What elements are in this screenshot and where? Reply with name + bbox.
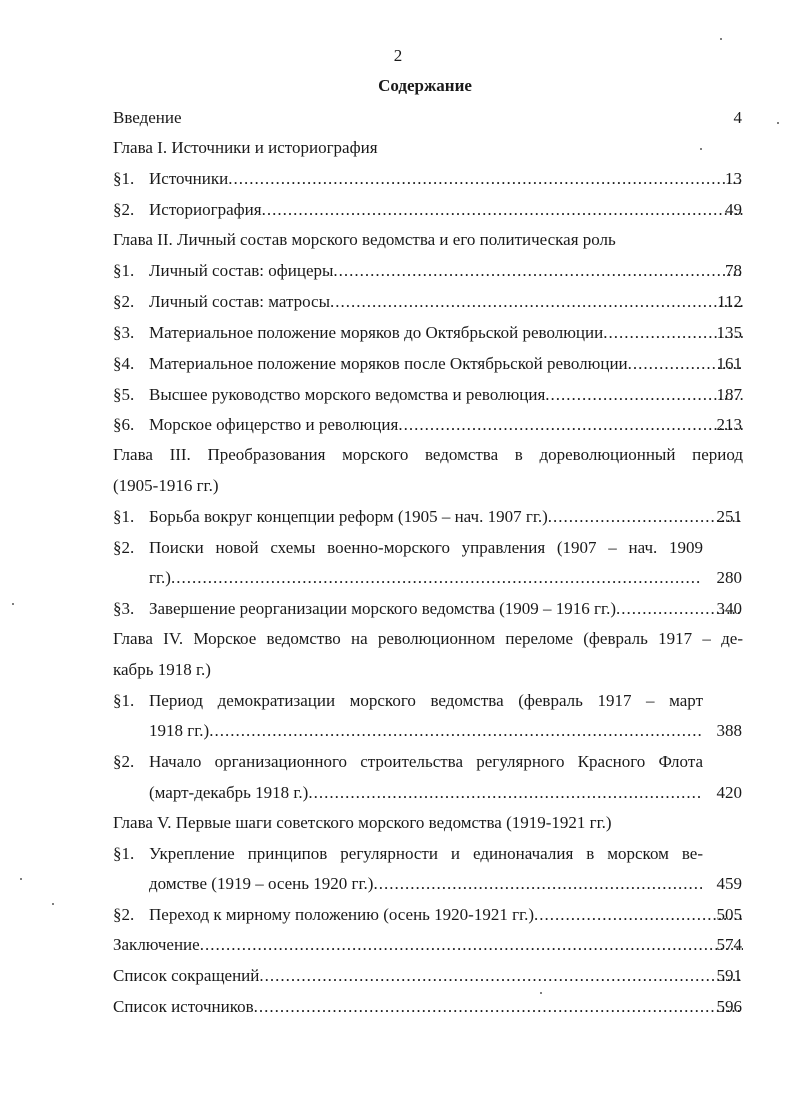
section-title: Историография: [149, 200, 262, 219]
leader-dots: [308, 783, 702, 803]
leader-dots: [259, 966, 743, 986]
toc-chapter-label: Глава IV. Морское ведомство на революционном переломе (февраль 1917 – де-: [113, 629, 743, 648]
toc-page-number: 13: [725, 169, 742, 188]
section-title: (март-декабрь 1918 г.): [149, 783, 309, 802]
section-number: §3.: [113, 323, 135, 342]
toc-chapter-4[interactable]: [113, 629, 743, 651]
toc-page-number: 591: [716, 966, 742, 985]
section-title: Период демократизации морского ведомства (февраль 1917 – март: [149, 691, 703, 710]
section-title: Личный состав: матросы: [149, 292, 331, 311]
leader-dots: [200, 935, 743, 955]
toc-chapter-label: Глава III. Преобразования морского ведомства в дореволюционный период: [113, 445, 743, 464]
section-number: §1.: [113, 844, 135, 863]
toc-entry-label: Заключение: [113, 935, 200, 954]
toc-chapter-label: кабрь 1918 г.): [113, 660, 211, 679]
section-title: Личный состав: офицеры: [149, 261, 334, 280]
toc-entry-conclusion[interactable]: [113, 935, 743, 957]
section-number: §1.: [113, 169, 135, 188]
section-number: §1.: [113, 691, 135, 710]
section-title: домстве (1919 – осень 1920 гг.): [149, 874, 374, 893]
toc-section[interactable]: [113, 599, 743, 621]
toc-page-number: 280: [716, 568, 742, 587]
toc-section[interactable]: [113, 905, 743, 927]
section-title: Высшее руководство морского ведомства и революция: [149, 385, 546, 404]
section-number: §6.: [113, 415, 135, 434]
toc-entry-sources[interactable]: [113, 997, 743, 1019]
toc-entry-abbreviations[interactable]: [113, 966, 743, 988]
toc-chapter-label: Глава I. Источники и историография: [113, 138, 378, 157]
toc-page-number: 49: [725, 200, 742, 219]
toc-section-cont[interactable]: [149, 721, 702, 743]
section-number: §2.: [113, 292, 135, 311]
section-title: Укрепление принципов регулярности и единоначалия в морском ве-: [149, 844, 703, 863]
toc-section[interactable]: [113, 844, 703, 866]
toc-section[interactable]: [113, 200, 743, 222]
section-title: Начало организационного строительства регулярного Красного Флота: [149, 752, 703, 771]
toc-page-number: 505: [716, 905, 742, 924]
toc-section[interactable]: [113, 538, 703, 560]
section-title: Морское офицерство и революция: [149, 415, 399, 434]
section-title: Переход к мирному положению (осень 1920-1921 гг.): [149, 905, 535, 924]
toc-chapter-1[interactable]: [113, 138, 378, 160]
section-title: Источники: [149, 169, 229, 188]
scan-speck: [12, 603, 14, 605]
section-number: §1.: [113, 261, 135, 280]
toc-page-number: 340: [716, 599, 742, 618]
toc-section[interactable]: [113, 261, 743, 283]
toc-page-number: 459: [716, 874, 742, 893]
section-title: Материальное положение моряков после Октябрьской революции: [149, 354, 628, 373]
toc-section[interactable]: [113, 169, 743, 191]
section-title: Поиски новой схемы военно-морского управления (1907 – нач. 1909: [149, 538, 703, 557]
toc-page-number: 251: [716, 507, 742, 526]
toc-page-number: 388: [716, 721, 742, 740]
toc-page-number: 135: [716, 323, 742, 342]
section-title: Материальное положение моряков до Октябрьской революции: [149, 323, 604, 342]
toc-section[interactable]: [113, 415, 743, 437]
toc-section-cont[interactable]: [149, 874, 702, 896]
toc-chapter-2[interactable]: [113, 230, 616, 252]
toc-section[interactable]: [113, 354, 743, 376]
toc-section[interactable]: [113, 385, 743, 407]
toc-chapter-label: Глава II. Личный состав морского ведомства и его политическая роль: [113, 230, 616, 249]
toc-page-number: 420: [716, 783, 742, 802]
toc-page-number: 112: [717, 292, 742, 311]
toc-chapter-5[interactable]: [113, 813, 612, 835]
leader-dots: [228, 169, 743, 189]
toc-section[interactable]: [113, 292, 743, 314]
section-number: §3.: [113, 599, 135, 618]
toc-page-number: 213: [716, 415, 742, 434]
leader-dots: [171, 568, 702, 588]
toc-entry-label: Список источников: [113, 997, 254, 1016]
toc-section[interactable]: [113, 752, 703, 774]
toc-section-cont[interactable]: [149, 783, 702, 805]
section-title: Борьба вокруг концепции реформ (1905 – нач. 1907 гг.): [149, 507, 548, 526]
scan-speck: [777, 122, 779, 124]
toc-page-number: 78: [725, 261, 742, 280]
section-title: 1918 гг.): [149, 721, 210, 740]
section-title: гг.): [149, 568, 171, 587]
scan-speck: [700, 148, 702, 150]
scan-speck: [720, 38, 722, 40]
toc-page-number: 187: [716, 385, 742, 404]
leader-dots: [262, 200, 743, 220]
toc-page-number: 161: [716, 354, 742, 373]
section-number: §2.: [113, 200, 135, 219]
section-number: §2.: [113, 905, 135, 924]
page-number: 2: [393, 46, 403, 65]
page-title: Содержание: [378, 76, 472, 95]
leader-dots: [373, 874, 702, 894]
toc-entry-label: Введение: [113, 108, 182, 127]
toc-page-number: 574: [716, 935, 742, 954]
section-number: §4.: [113, 354, 135, 373]
section-title: Завершение реорганизации морского ведомства (1909 – 1916 гг.): [149, 599, 616, 618]
toc-chapter-3-cont: [113, 476, 219, 498]
toc-page-number: 4: [733, 108, 742, 127]
toc-chapter-label: Глава V. Первые шаги советского морского ведомства (1919-1921 гг.): [113, 813, 612, 832]
toc-section[interactable]: [113, 507, 743, 529]
toc-chapter-4-cont: [113, 660, 211, 682]
scan-speck: [52, 903, 54, 905]
section-number: §5.: [113, 385, 135, 404]
toc-entry-intro[interactable]: [113, 108, 182, 130]
toc-chapter-label: (1905-1916 гг.): [113, 476, 219, 495]
toc-chapter-3[interactable]: [113, 445, 743, 467]
scan-speck: [20, 878, 22, 880]
section-number: §1.: [113, 507, 135, 526]
leader-dots: [254, 997, 743, 1017]
section-number: §2.: [113, 752, 135, 771]
toc-entry-label: Список сокращений: [113, 966, 260, 985]
toc-page-number: 596: [716, 997, 742, 1016]
leader-dots: [209, 721, 702, 741]
toc-section[interactable]: [113, 323, 743, 345]
section-number: §2.: [113, 538, 135, 557]
toc-section[interactable]: [113, 691, 703, 713]
toc-section-cont[interactable]: [149, 568, 702, 590]
scan-speck: [540, 992, 542, 994]
